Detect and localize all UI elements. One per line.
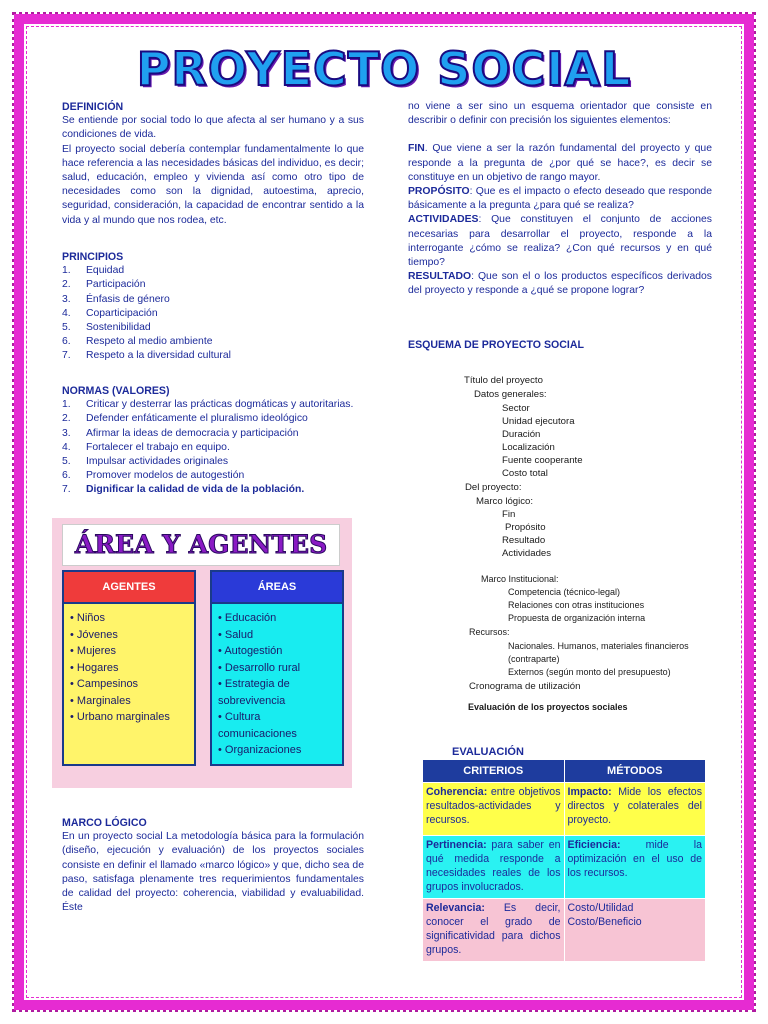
esquema-line: Resultado (502, 535, 546, 546)
esquema-line: Del proyecto: (465, 482, 522, 493)
principios-heading: PRINCIPIOS (62, 251, 124, 263)
esquema-line: Marco Institucional: (481, 574, 559, 584)
list-item: 3. Énfasis de género (62, 293, 170, 305)
esquema-line: Duración (502, 429, 541, 440)
intro-text: no viene a ser sino un esquema orientador que consiste en describir o definir con precisión los siguientes elementos: (408, 101, 712, 127)
esquema-line: Propuesta de organización interna (508, 613, 646, 623)
esquema-line: Marco lógico: (476, 496, 534, 507)
principios-list (62, 264, 364, 363)
fin-text: . Que viene a ser la razón fundamental del proyecto y que responde a la pregunta de ¿por qué se hace?, es decir se constituye en un objetivo de rango mayor. (408, 143, 712, 183)
esquema-line: Sector (502, 403, 530, 414)
proposito-text: : Que es el impacto o efecto deseado que responde básicamente a la pregunta ¿para qué se realiza? (408, 186, 712, 212)
esquema-line: Competencia (técnico-legal) (508, 587, 621, 597)
list-item: • Urbano marginales (70, 709, 188, 726)
list-item: • Marginales (70, 693, 188, 710)
fin-label: FIN (408, 143, 425, 155)
list-item: • Jóvenes (70, 627, 188, 644)
list-item: 1. Criticar y desterrar las prácticas dogmáticas y autoritarias. (62, 399, 354, 411)
table-cell: Eficiencia: mide la optimización en el uso de los recursos. (564, 836, 706, 899)
esquema-line: Externos (según monto del presupuesto) (508, 667, 671, 677)
normas-list (62, 398, 364, 497)
list-item: • Campesinos (70, 676, 188, 693)
esquema-line: Unidad ejecutora (502, 416, 575, 427)
table-row (423, 783, 706, 836)
areas-list (212, 604, 342, 765)
agentes-list (64, 604, 194, 732)
list-item: 7. Respeto a la diversidad cultural (62, 350, 231, 362)
list-item: 6. Promover modelos de autogestión (62, 470, 245, 482)
table-cell: Coherencia: entre objetivos resultados-actividades y recursos. (423, 783, 565, 836)
area-agentes-graphic (52, 518, 352, 788)
definicion-p2: El proyecto social debería contemplar fundamentalmente lo que hace referencia a las necesidades básicas del individuo, es decir; salud, educación, empleo y vivienda así como otro tipo de necesidades como son la dignidad, autoestima, aprecio, seguridad, consideración, la capacidad de encontrar sentido a la vida y al mundo que nos rodea, etc. (62, 143, 364, 226)
list-item: 4. Coparticipación (62, 307, 158, 319)
esquema-line: Relaciones con otras instituciones (508, 600, 645, 610)
esquema-line: (contraparte) (508, 654, 560, 664)
proposito-label: PROPÓSITO (408, 186, 470, 198)
list-item: • Hogares (70, 660, 188, 677)
resultado-label: RESULTADO (408, 271, 472, 283)
esquema-line: Costo total (502, 468, 548, 479)
list-item: 5. Impulsar actividades originales (62, 456, 229, 468)
esquema-line: Fuente cooperante (502, 455, 583, 466)
esquema-line: Cronograma de utilización (469, 681, 581, 692)
resultado-paragraph (408, 270, 712, 298)
esquema-line: Propósito (505, 522, 546, 533)
normas-section (62, 384, 364, 498)
esquema-line: Actividades (502, 548, 552, 559)
list-item: • Estrategia de sobrevivencia (218, 676, 336, 709)
esquema-line: Nacionales. Humanos, materiales financieros (508, 641, 689, 651)
actividades-label: ACTIVIDADES (408, 214, 479, 226)
list-item: 1. Equidad (62, 265, 125, 277)
list-item: • Organizaciones (218, 742, 336, 759)
resultado-text: : Que son el o los productos específicos derivados del proyecto y responde a ¿qué se propone lograr? (408, 271, 712, 297)
definicion-heading: DEFINICIÓN (62, 101, 124, 113)
marco-text: En un proyecto social La metodología básica para la formulación (diseño, ejecución y evaluación) de los proyectos sociales consiste en definir el llamado «marco lógico» y que, dicho sea de paso, satisfaga plenamente tres requerimientos fundamentales de calidad del proyecto: coherencia, viabilidad y evaluabilidad. Éste (62, 831, 364, 914)
table-row (423, 899, 706, 962)
criterios-header: CRITERIOS (423, 760, 565, 783)
list-item: • Mujeres (70, 643, 188, 660)
marco-section (62, 816, 364, 915)
table-cell: Relevancia: Es decir, conocer el grado de significatividad para dichos grupos. (423, 899, 565, 962)
esquema-line: Fin (502, 509, 516, 520)
table-cell: Impacto: Mide los efectos directos y colaterales del proyecto. (564, 783, 706, 836)
list-item: • Cultura comunicaciones (218, 709, 336, 742)
esquema-line: Datos generales: (474, 389, 547, 400)
actividades-paragraph (408, 213, 712, 270)
evaluacion-heading: EVALUACIÓN (452, 746, 524, 758)
normas-heading: NORMAS (VALORES) (62, 385, 170, 397)
esquema-line: Recursos: (469, 627, 510, 637)
table-row (423, 836, 706, 899)
esquema-line: Título del proyecto (464, 375, 543, 386)
list-item: 6. Respeto al medio ambiente (62, 336, 213, 348)
list-item: • Educación (218, 610, 336, 627)
principios-section (62, 250, 364, 364)
list-item: 4. Fortalecer el trabajo en equipo. (62, 441, 230, 453)
proposito-paragraph (408, 185, 712, 213)
list-item: • Desarrollo rural (218, 660, 336, 677)
page-title: PROYECTO SOCIAL (136, 42, 632, 96)
table-cell: Pertinencia: para saber en qué medida responde a necesidades reales de los grupos involucrados. (423, 836, 565, 899)
elementos-section (408, 100, 712, 299)
area-agentes-title: ÁREA Y AGENTES (62, 524, 340, 566)
table-cell: Costo/Utilidad Costo/Beneficio (564, 899, 706, 962)
agentes-box (62, 570, 196, 766)
list-item: 2. Participación (62, 279, 146, 291)
esquema-heading: ESQUEMA DE PROYECTO SOCIAL (408, 339, 584, 351)
list-item: 5. Sostenibilidad (62, 322, 151, 334)
metodos-header: MÉTODOS (564, 760, 706, 783)
agentes-header: AGENTES (64, 572, 194, 604)
evaluacion-caption: Evaluación de los proyectos sociales (468, 702, 628, 712)
areas-header: ÁREAS (212, 572, 342, 604)
list-item: 7. Dignificar la calidad de vida de la población. (62, 484, 305, 496)
actividades-text: : Que constituyen el conjunto de acciones necesarias para desarrollar el proyecto, responde a la interrogante ¿cómo se realiza? ¿Con qué recursos y en qué tiempo? (408, 214, 712, 269)
list-item: • Autogestión (218, 643, 336, 660)
definicion-section (62, 100, 364, 228)
fin-paragraph (408, 142, 712, 185)
table-header-row (423, 760, 706, 783)
areas-box (210, 570, 344, 766)
definicion-p1: Se entiende por social todo lo que afecta al ser humano y a sus condiciones de vida. (62, 115, 364, 141)
evaluacion-table (422, 759, 706, 962)
list-item: 2. Defender enfáticamente el pluralismo ideológico (62, 413, 308, 425)
esquema-line: Localización (502, 442, 555, 453)
marco-heading: MARCO LÓGICO (62, 817, 147, 829)
list-item: 3. Afirmar la ideas de democracia y participación (62, 427, 299, 439)
list-item: • Salud (218, 627, 336, 644)
list-item: • Niños (70, 610, 188, 627)
